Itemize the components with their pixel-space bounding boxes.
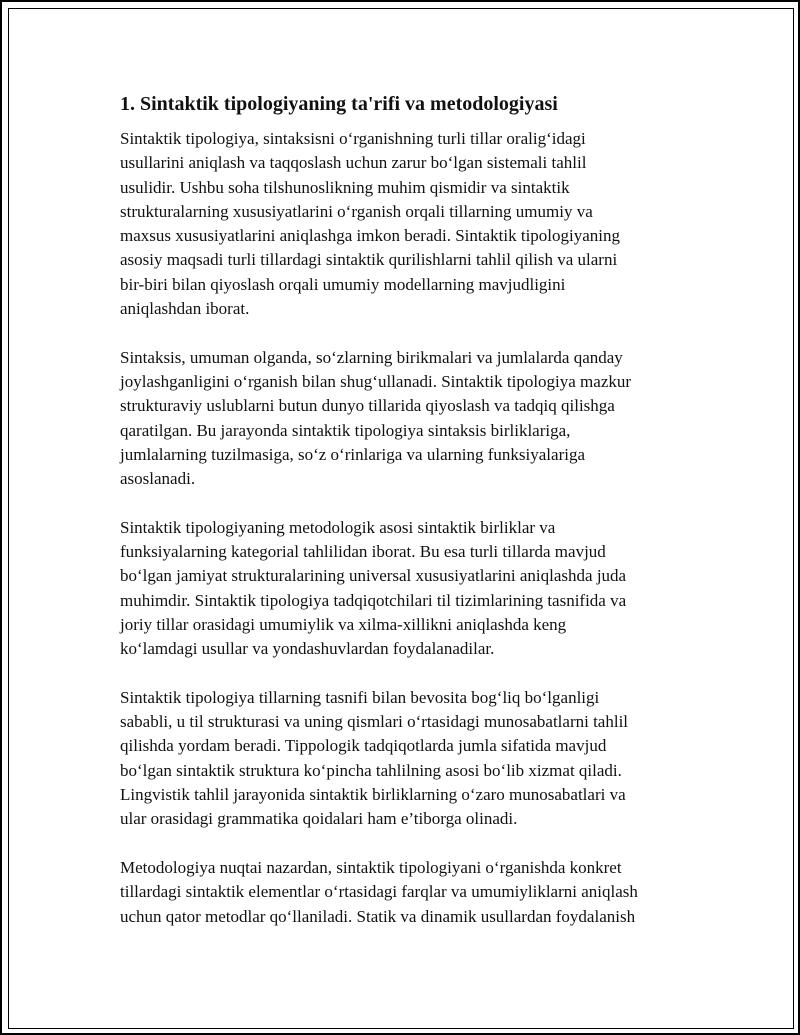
paragraph (120, 686, 700, 832)
text-line: strukturaviy uslublarni butun dunyo tillarida qiyoslash va tadqiq qilishga (120, 396, 615, 416)
text-line: bir-biri bilan qiyoslash orqali umumiy modellarning mavjudligini (120, 274, 566, 294)
paragraph (120, 127, 700, 321)
text-line: usulidir. Ushbu soha tilshunoslikning muhim qismidir va sintaktik (120, 177, 570, 197)
text-line: asoslanadi. (120, 469, 196, 489)
text-line: Sintaktik tipologiyaning metodologik asosi sintaktik birliklar va (120, 517, 556, 537)
text-line: qaratilgan. Bu jarayonda sintaktik tipologiya sintaksis birliklariga, (120, 420, 571, 440)
text-line: sababli, u til strukturasi va uning qismlari o‘rtasidagi munosabatlarni tahlil (120, 712, 629, 732)
document-body (120, 92, 700, 953)
text-line: Sintaksis, umuman olganda, so‘zlarning birikmalari va jumlalarda qanday (120, 347, 623, 367)
text-line: bo‘lgan jamiyat strukturalarining universal xususiyatlarini aniqlashda juda (120, 566, 627, 586)
text-line: joylashganligini o‘rganish bilan shug‘ullanadi. Sintaktik tipologiya mazkur (120, 371, 632, 391)
text-line: qilishda yordam beradi. Tippologik tadqiqotlarda jumla sifatida mavjud (120, 736, 607, 756)
text-line: jumlalarning tuzilmasiga, so‘z o‘rinlariga va ularning funksiyalariga (120, 444, 585, 464)
text-line: ko‘lamdagi usullar va yondashuvlardan foydalanadilar. (120, 639, 495, 659)
text-line: asosiy maqsadi turli tillardagi sintaktik qurilishlarni tahlil qilish va ularni (120, 250, 618, 270)
paragraph (120, 346, 700, 492)
text-line: joriy tillar orasidagi umumiylik va xilma-xillikni aniqlashda keng (120, 614, 567, 634)
section-heading: 1. Sintaktik tipologiyaning ta'rifi va metodologiyasi (120, 93, 558, 115)
text-line: Sintaktik tipologiya, sintaksisni o‘rganishning turli tillar oralig‘idagi (120, 129, 586, 148)
text-line: muhimdir. Sintaktik tipologiya tadqiqotchilari til tizimlarining tasnifida va (120, 590, 627, 610)
text-line: funksiyalarning kategorial tahlilidan iborat. Bu esa turli tillarda mavjud (120, 542, 606, 562)
text-line: Lingvistik tahlil jarayonida sintaktik birliklarning o‘zaro munosabatlari va (120, 785, 626, 805)
text-line: maxsus xususiyatlarini aniqlashga imkon beradi. Sintaktik tipologiyaning (120, 226, 621, 246)
text-line: Metodologiya nuqtai nazardan, sintaktik tipologiyani o‘rganishda konkret (120, 857, 622, 877)
paragraph (120, 516, 700, 662)
paragraph-list (120, 127, 700, 929)
text-line: ular orasidagi grammatika qoidalari ham e’tiborga olinadi. (120, 809, 518, 829)
text-line: tillardagi sintaktik elementlar o‘rtasidagi farqlar va umumiyliklarni aniqlash (120, 882, 638, 902)
text-line: bo‘lgan sintaktik struktura ko‘pincha tahlilning asosi bo‘lib xizmat qiladi. (120, 760, 622, 780)
text-line: strukturalarning xususiyatlarini o‘rganish orqali tillarning umumiy va (120, 201, 593, 221)
text-line: aniqlashdan iborat. (120, 299, 250, 319)
text-line: Sintaktik tipologiya tillarning tasnifi bilan bevosita bog‘liq bo‘lganligi (120, 687, 600, 707)
paragraph (120, 856, 700, 929)
text-line: uchun qator metodlar qo‘llaniladi. Statik va dinamik usullardan foydalanish (120, 906, 636, 926)
text-line: usullarini aniqlash va taqqoslash uchun zarur bo‘lgan sistemali tahlil (120, 153, 587, 173)
